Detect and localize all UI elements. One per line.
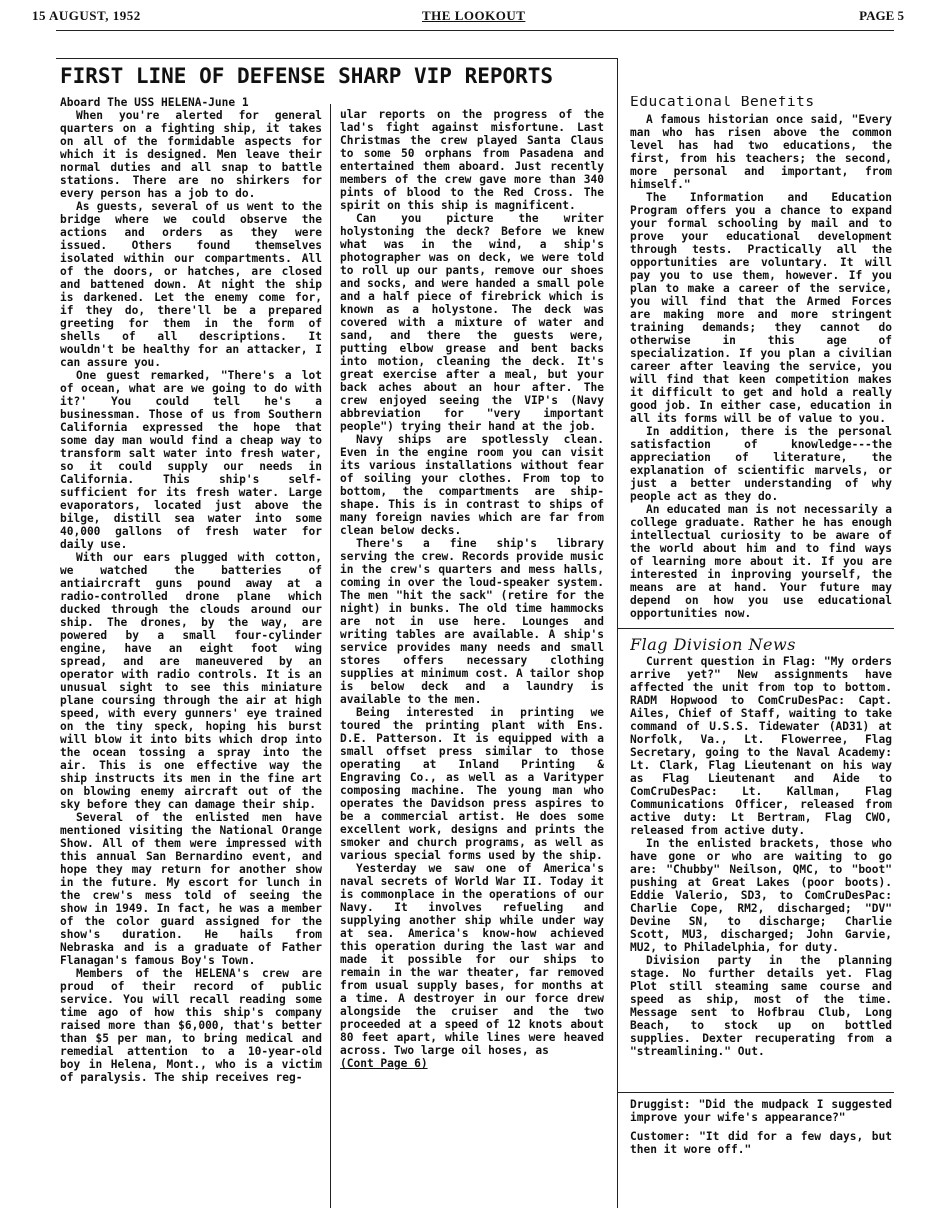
education-title: Educational Benefits xyxy=(630,96,815,110)
education-paragraph: In addition, there is the personal satisfaction of knowledge---the appreciation of literature, the explanation of scientific marvels, or just a better understanding of why people act as they do. xyxy=(630,425,892,503)
headline: FIRST LINE OF DEFENSE SHARP VIP REPORTS xyxy=(60,64,554,88)
article-dateline: Aboard The USS HELENA-June 1 xyxy=(60,96,249,109)
flag-paragraph: In the enlisted brackets, those who have gone or who are waiting to go are: "Chubby" Neilson, QMC, to "boot" pushing at Great Lakes (poor boots). Eddie Valerio, SD3, to ComCruDesPac: Charlie Cope, RM2, discharged; "DV" Devine SN, to discharge; Charlie Scott, MU3, discharged; John Garvie, MU2, to Philadelphia, for duty. xyxy=(630,837,892,954)
flag-paragraph: Current question in Flag: "My orders arrive yet?" New assignments have affected the unit from top to bottom. RADM Hopwood to ComCruDesPac: Capt. Ailes, Chief of Staff, waiting to take command of U.S.S. Tidewater (AD31) at Norfolk, Va., Lt. Flowerree, Flag Secretary, going to the Naval Academy: Lt. Clark, Flag Lieutenant on his way as Flag Lieutenant and Aide to ComCruDesPac: Lt. Kallman, Flag Communications Officer, released from active duty: Lt Bertram, Flag CWO, released from active duty. xyxy=(630,655,892,837)
issue-date: 15 AUGUST, 1952 xyxy=(32,8,141,23)
education-section xyxy=(630,96,892,624)
article-paragraph: Being interested in printing we toured the printing plant with Ens. D.E. Patterson. It is equipped with a small offset press similar to those operating at Inland Printing & Engraving Co., as well as a Varityper composing machine. The young man who operates the Davidson press aspires to be a commercial artist. He does some excellent work, designs and prints the smoker and church programs, as well as various special forms used by the ship. xyxy=(340,706,604,862)
section-rule-flag xyxy=(618,628,894,629)
column-rule-main xyxy=(617,58,618,1208)
flag-division-title: Flag Division News xyxy=(630,638,796,654)
article-paragraph: Can you picture the writer holystoning the deck? Before we knew what was in the wind, a ship's photographer was on deck, we were told to roll up our pants, remove our shoes and socks, and were handed a small pole and a half piece of firebrick which is known as a holystone. The deck was covered with a mixture of water and sand, and there the guests were, putting elbow grease and bent backs into motion, cleaning the deck. It's great exercise after a meal, but your back aches about an hour after. The crew enjoyed seeing the VIP's (Navy abbreviation for "very important people") trying their hand at the job. xyxy=(340,212,604,433)
article-paragraph: Navy ships are spotlessly clean. Even in the engine room you can visit its various installations without fear of soiling your clothes. From top to bottom, the compartments are ship-shape. This is in contrast to ships of many foreign navies which are far from clean below decks. xyxy=(340,433,604,537)
flag-division-section xyxy=(630,638,892,1088)
education-paragraph: The Information and Education Program offers you a chance to expand your formal schooling by mail and to prove your educational development through tests. Practically all the opportunities are voluntary. It will pay you to use them, however. If you plan to make a career of the service, you will find that the Armed Forces are making more and more stringent training demands; they cannot do otherwise in this age of specialization. If you plan a civilian career after leaving the service, you will find that keen competition makes it difficult to get and hold a really good job. In either case, education in all its forms will be of value to you. xyxy=(630,191,892,425)
flag-paragraph: Division party in the planning stage. No further details yet. Flag Plot still steaming same course and speed as ship, most of the time. Message sent to Hofbrau Club, Long Beach, to stock up on bottled supplies. Dexter recuperating from a "streamlining." Out. xyxy=(630,954,892,1058)
page-number: PAGE 5 xyxy=(859,8,904,23)
article-paragraph: With our ears plugged with cotton, we watched the batteries of antiaircraft guns pound away at a radio-controlled drone plane which ducked through the clouds around our ship. The drones, by the way, are powered by a small four-cylinder engine, have an eight foot wing spread, and are maneuvered by an operator with radio controls. It is an unusual sight to see this miniature plane coursing through the air at high speed, with every gunners' eye trained on the tiny speck, hoping his burst will blow it into bits which drop into the ocean tossing a spray into the air. This is one effective way the ship instructs its men in the fine art on blowing enemy aircraft out of the sky before they can damage their ship. xyxy=(60,551,322,811)
education-paragraph: An educated man is not necessarily a college graduate. Rather he has enough intellectual curiosity to be aware of the world about him and to find ways of learning more about it. If you are interested in inproving yourself, the means are at hand. Your future may depend on how you use educational opportunities now. xyxy=(630,503,892,620)
article-paragraph: When you're alerted for general quarters on a fighting ship, it takes on all of the formidable aspects for which it is designed. Men leave their normal duties and all snap to battle stations. There are no shirkers for every person has a job to do. xyxy=(60,109,322,200)
article-paragraph: Yesterday we saw one of America's naval secrets of World War II. Today it is commonplace in the operations of our Navy. It involves refueling and supplying another ship while under way at sea. America's know-how achieved this operation during the last war and made it possible for our ships to remain in the war theater, far removed from usual supply bases, for months at a time. A destroyer in our force drew alongside the cruiser and the two proceeded at a speed of 12 knots about 80 feet apart, while lines were heaved across. Two large oil hoses, as xyxy=(340,862,604,1057)
headline-rule xyxy=(56,58,618,59)
joke-customer-line: Customer: "It did for a few days, but then it wore off." xyxy=(630,1130,892,1156)
article-column-1 xyxy=(60,96,322,1208)
masthead xyxy=(32,6,904,26)
joke-section xyxy=(630,1098,892,1208)
article-paragraph: ular reports on the progress of the lad's fight against misfortune. Last Christmas the crew played Santa Claus to some 50 orphans from Pasadena and entertained them aboard. Just recently members of the crew gave more than 340 pints of blood to the Red Cross. The spirit on this ship is magnificent. xyxy=(340,108,604,212)
article-paragraph: As guests, several of us went to the bridge where we could observe the actions and orders as they were issued. Others found themselves isolated within our compartments. All of the doors, or hatches, are closed and battened down. At night the ship is darkened. Let the enemy come for, if they do, there'll be a prepared greeting for them in the form of shells of all descriptions. It wouldn't be healthy for an attacker, I can assure you. xyxy=(60,200,322,369)
column-rule-inner xyxy=(330,104,331,1208)
section-rule-joke xyxy=(618,1092,894,1093)
education-paragraph: A famous historian once said, "Every man who has risen above the common level has had two educations, the first, from his teachers; the second, more personal and important, from himself." xyxy=(630,113,892,191)
article-column-2 xyxy=(340,108,604,1208)
article-paragraph: One guest remarked, "There's a lot of ocean, what are we going to do with it?' You could tell he's a businessman. Those of us from Southern California expressed the hope that some day man would find a cheap way to transform salt water into fresh water, so it could supply our needs in California. This ship's self-sufficient for its fresh water. Large evaporators, located just above the bilge, distill sea water into some 40,000 gallons of fresh water for daily use. xyxy=(60,369,322,551)
article-paragraph: Several of the enlisted men have mentioned visiting the National Orange Show. All of them were impressed with this annual San Bernardino event, and hope they may return for another show in the future. My escort for lunch in the crew's mess told of seeing the show in 1949. In fact, he was a member of the color guard assigned for the show's duration. He hails from Nebraska and is a graduate of Father Flanagan's famous Boy's Town. xyxy=(60,811,322,967)
masthead-rule xyxy=(56,30,894,31)
joke-druggist-line: Druggist: "Did the mudpack I suggested improve your wife's appearance?" xyxy=(630,1098,892,1124)
article-paragraph: There's a fine ship's library serving the crew. Records provide music in the crew's quarters and mess halls, coming in over the loud-speaker system. The men "hit the sack" (retire for the night) in bunks. The old time hammocks are not in use here. Lounges and writing tables are available. A ship's service provides many needs and small stores offers necessary clothing supplies at minimum cost. A tailor shop is below deck and a laundry is available to the men. xyxy=(340,537,604,706)
paper-name: THE LOOKOUT xyxy=(422,8,526,23)
continued-note: (Cont Page 6) xyxy=(340,1057,428,1070)
article-paragraph: Members of the HELENA's crew are proud of their record of public service. You will recall reading some time ago of how this ship's company raised more than $6,000, that's better than $5 per man, to bring medical and remedial attention to a 10-year-old boy in Helena, Mont., who is a victim of paralysis. The ship receives reg- xyxy=(60,967,322,1084)
